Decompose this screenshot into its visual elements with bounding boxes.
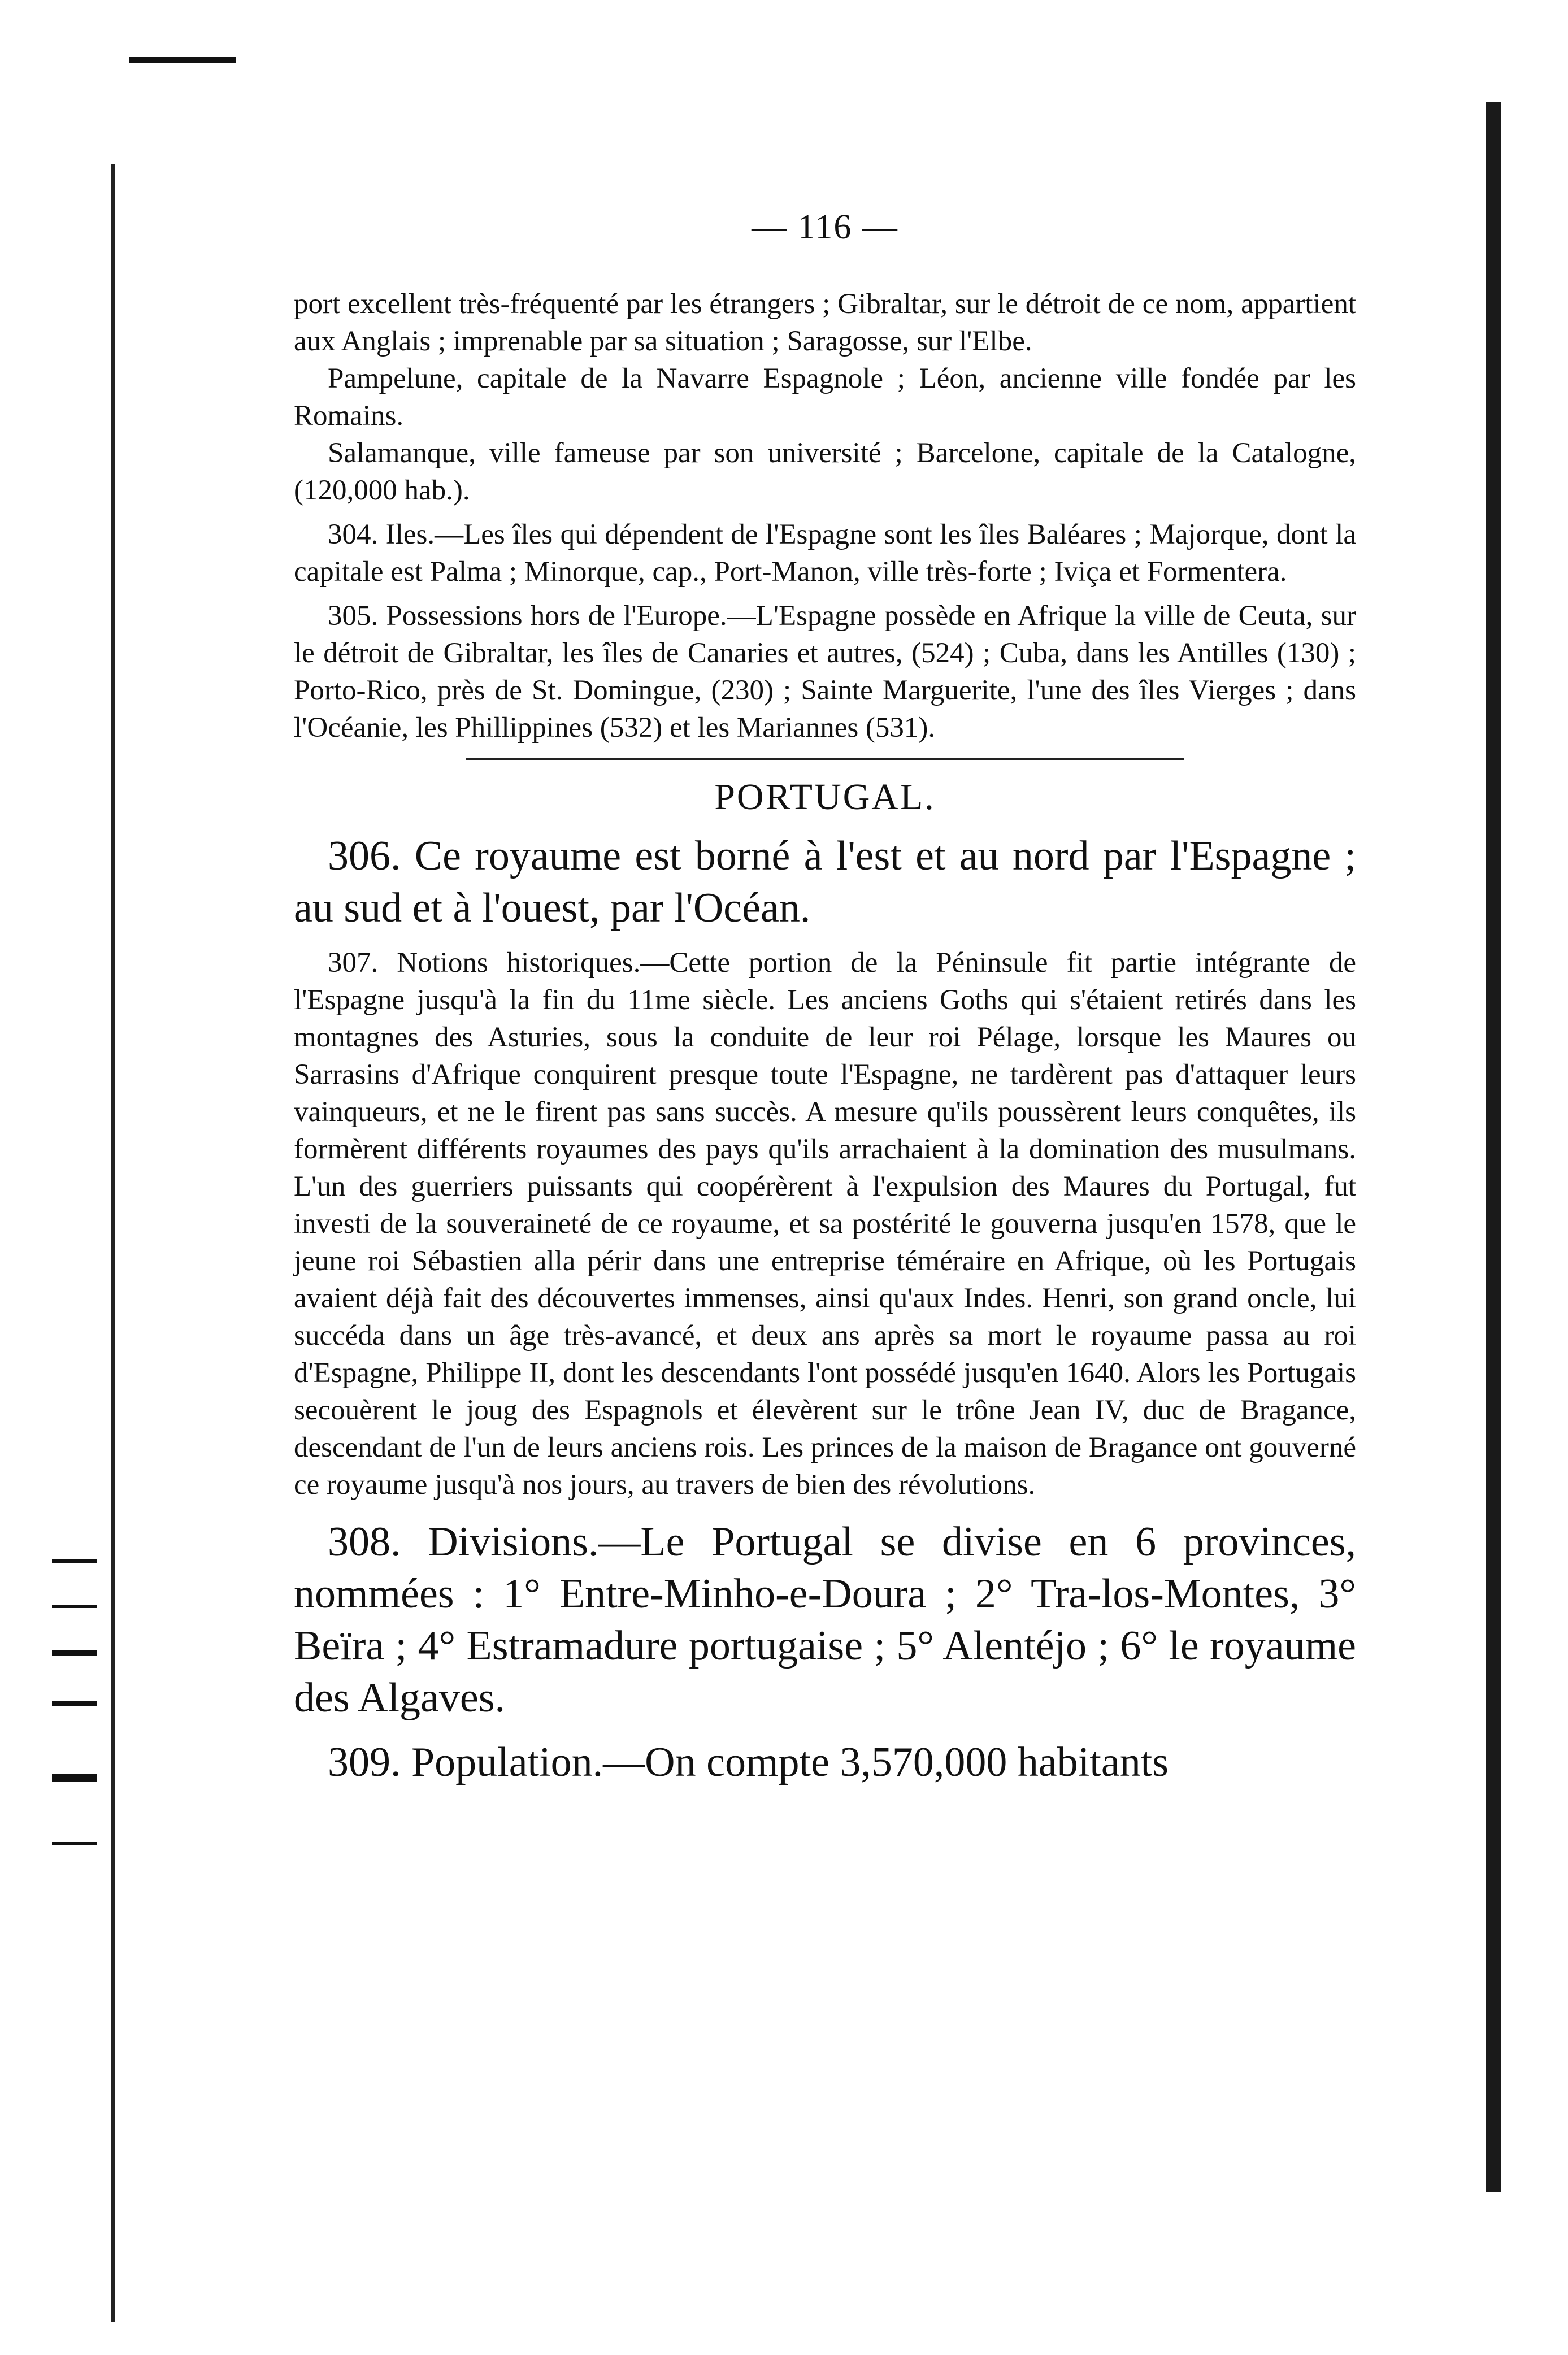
- paragraph-305-possessions: 305. Possessions hors de l'Europe.—L'Espagne possède en Afrique la ville de Ceuta, sur le détroit de Gibraltar, les îles de Canaries et autres, (524) ; Cuba, dans les Antilles (130) ; Porto-Rico, près de St. Domingue, (230) ; Sainte Marguerite, l'une des îles Vierges ; dans l'Océanie, les Phillippines (532) et les Mariannes (531).: [294, 600, 1356, 744]
- margin-tick: [52, 1605, 97, 1608]
- paragraph-306-borders: 306. Ce royaume est borné à l'est et au nord par l'Espagne ; au sud et à l'ouest, par l'Océan.: [294, 833, 1356, 931]
- margin-tick: [52, 1650, 97, 1656]
- page-number: — 116 —: [752, 208, 898, 246]
- paragraph-307-history: 307. Notions historiques.—Cette portion de la Péninsule fit partie intégrante de l'Espagne jusqu'à la fin du 11me siècle. Les anciens Goths qui s'étaient retirés dans les montagnes des Asturies, sous la conduite de leur roi Pélage, lorsque les Maures ou Sarrasins d'Afrique conquirent presque toute l'Espagne, ne tardèrent pas d'attaquer leurs vainqueurs, et ne le firent pas sans succès. A mesure qu'ils poussèrent leurs conquêtes, ils formèrent différents royaumes des pays qu'ils arrachaient à la domination des musulmans. L'un des guerriers puissants qui coopérèrent à l'expulsion des Maures du Portugal, fut investi de la souveraineté de ce royaume, et sa postérité le gouverna jusqu'en 1578, que le jeune roi Sébastien alla périr dans une entreprise téméraire en Afrique, où les Portugais avaient déjà fait des découvertes immenses, ainsi qu'aux Indes. Henri, son grand oncle, lui succéda dans un âge très-avancé, et deux ans après sa mort le royaume passa au roi d'Espagne, Philippe II, dont les descendants l'ont possédé jusqu'en 1640. Alors les Portugais secouèrent le joug des Espagnols et élevèrent sur le trône Jean IV, duc de Bragance, descendant de l'un de leurs anciens rois. Les princes de la maison de Bragance ont gouverné ce royaume jusqu'à nos jours, au travers de bien des révolutions.: [294, 947, 1356, 1501]
- paragraph-304-iles: 304. Iles.—Les îles qui dépendent de l'Espagne sont les îles Baléares ; Majorque, dont la capitale est Palma ; Minorque, cap., Port-Manon, ville très-forte ; Iviça et Formentera.: [294, 519, 1356, 588]
- scan-corner-mark: [129, 57, 236, 63]
- left-page-edge: [111, 164, 115, 2322]
- margin-tick: [52, 1701, 97, 1706]
- margin-tick: [52, 1842, 97, 1845]
- paragraph-salamanque: Salamanque, ville fameuse par son université ; Barcelone, capitale de la Catalogne, (120,000 hab.).: [294, 437, 1356, 506]
- margin-tick: [52, 1559, 97, 1563]
- paragraph-308-divisions: 308. Divisions.—Le Portugal se divise en 6 provinces, nommées : 1° Entre-Minho-e-Doura ; 2° Tra-los-Montes, 3° Beïra ; 4° Estramadure portugaise ; 5° Alentéjo ; 6° le royaume des Algaves.: [294, 1519, 1356, 1721]
- section-divider: [466, 758, 1184, 760]
- section-title-portugal: PORTUGAL.: [714, 776, 936, 818]
- text-block-spain: [294, 285, 1356, 1788]
- margin-tick: [52, 1774, 97, 1782]
- right-page-edge: [1486, 102, 1501, 2192]
- paragraph-saragosse: port excellent très-fréquenté par les étrangers ; Gibraltar, sur le détroit de ce nom, appartient aux Anglais ; imprenable par sa situation ; Saragosse, sur l'Elbe.: [294, 288, 1356, 357]
- paragraph-pampelune: Pampelune, capitale de la Navarre Espagnole ; Léon, ancienne ville fondée par les Romains.: [294, 363, 1356, 432]
- paragraph-309-population: 309. Population.—On compte 3,570,000 habitants: [328, 1739, 1169, 1785]
